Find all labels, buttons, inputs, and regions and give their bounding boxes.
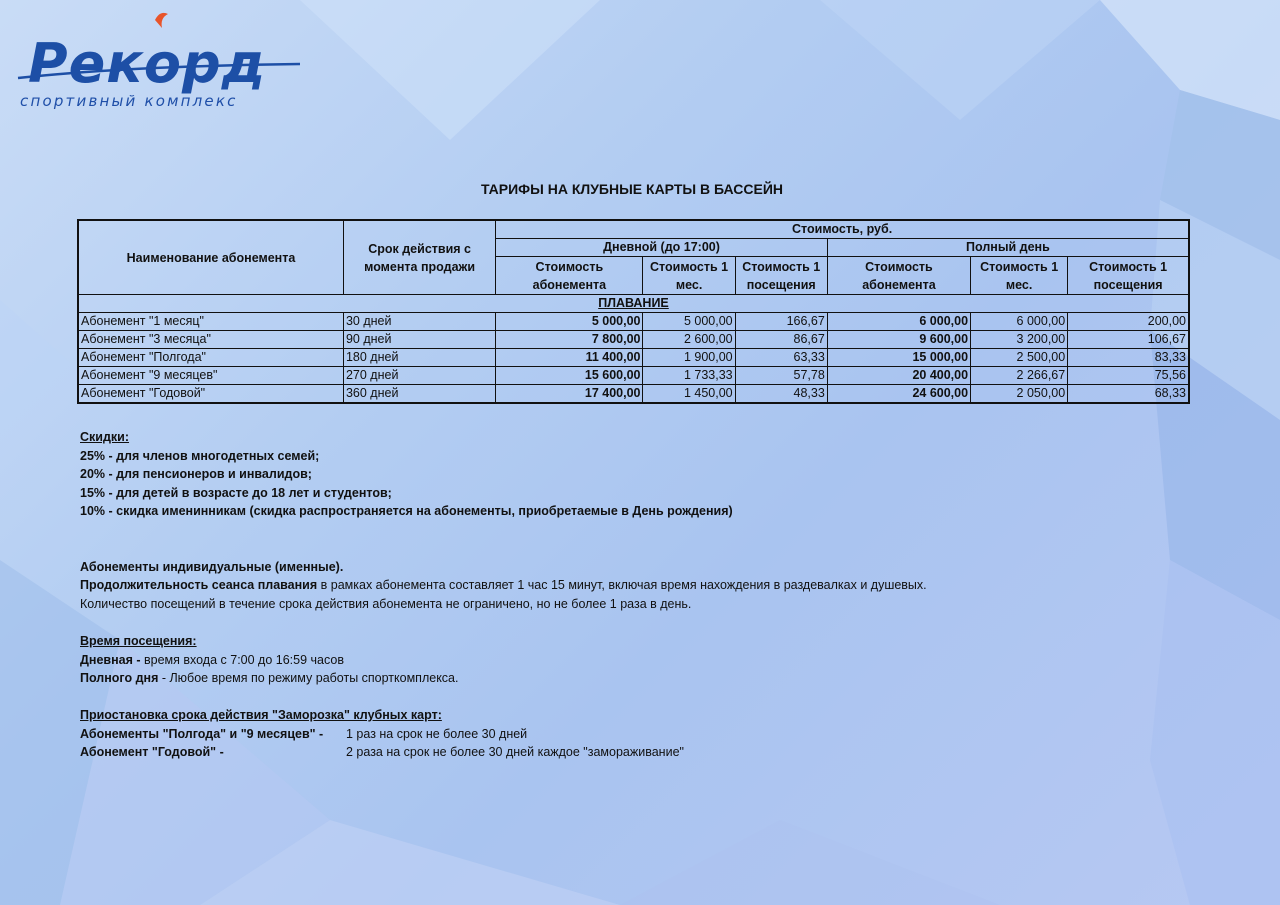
table-row: [78, 331, 1189, 349]
table-row: [78, 367, 1189, 385]
row-full-month: 2 266,67: [971, 367, 1068, 385]
row-full-price: 15 000,00: [827, 349, 970, 367]
freeze-text-2: 2 раза на срок не более 30 дней каждое "замораживание": [346, 745, 684, 759]
table-row: [78, 385, 1189, 404]
header-cost: Стоимость, руб.: [496, 220, 1189, 239]
discount-item: 25% - для членов многодетных семей;: [80, 449, 320, 463]
discount-item: 10% - скидка именинникам (скидка распространяется на абонементы, приобретаемые в День рождения): [80, 504, 733, 518]
visit-time-full-text: - Любое время по режиму работы спорткомплекса.: [158, 671, 459, 685]
logo-wordmark: Рекорд: [28, 32, 267, 95]
row-full-visit: 75,56: [1068, 367, 1189, 385]
row-day-month: 1 900,00: [643, 349, 735, 367]
logo-subtitle: спортивный комплекс: [20, 92, 238, 110]
row-name: Абонемент "Полгода": [78, 349, 343, 367]
freeze-label-1: Абонементы "Полгода" и "9 месяцев" -: [80, 727, 324, 741]
row-full-visit: 106,67: [1068, 331, 1189, 349]
header-full-month: Стоимость 1 мес.: [971, 257, 1068, 295]
row-day-price: 17 400,00: [496, 385, 643, 404]
row-day-visit: 166,67: [735, 313, 827, 331]
row-full-price: 24 600,00: [827, 385, 970, 404]
logo-mark: [10, 8, 310, 98]
row-day-visit: 63,33: [735, 349, 827, 367]
row-term: 90 дней: [343, 331, 495, 349]
row-day-visit: 48,33: [735, 385, 827, 404]
row-term: 180 дней: [343, 349, 495, 367]
row-full-price: 9 600,00: [827, 331, 970, 349]
header-day-month: Стоимость 1 мес.: [643, 257, 735, 295]
row-term: 360 дней: [343, 385, 495, 404]
table-row: [78, 349, 1189, 367]
page-title: ТАРИФЫ НА КЛУБНЫЕ КАРТЫ В БАССЕЙН: [481, 181, 783, 197]
row-term: 270 дней: [343, 367, 495, 385]
row-day-visit: 57,78: [735, 367, 827, 385]
freeze-heading: Приостановка срока действия "Заморозка" клубных карт:: [80, 708, 442, 722]
row-term: 30 дней: [343, 313, 495, 331]
row-full-month: 2 500,00: [971, 349, 1068, 367]
visit-time-full-label: Полного дня: [80, 671, 159, 685]
row-day-price: 5 000,00: [496, 313, 643, 331]
row-day-month: 5 000,00: [643, 313, 735, 331]
row-day-month: 2 600,00: [643, 331, 735, 349]
header-full: Полный день: [827, 239, 1189, 257]
row-day-price: 15 600,00: [496, 367, 643, 385]
row-day-price: 11 400,00: [496, 349, 643, 367]
row-full-month: 3 200,00: [971, 331, 1068, 349]
row-name: Абонемент "1 месяц": [78, 313, 343, 331]
visit-time-day-label: Дневная -: [80, 653, 144, 667]
discount-item: 20% - для пенсионеров и инвалидов;: [80, 467, 312, 481]
personal-note: Абонементы индивидуальные (именные).: [80, 560, 344, 574]
header-name: Наименование абонемента: [78, 220, 343, 295]
row-full-visit: 200,00: [1068, 313, 1189, 331]
duration-note: [80, 578, 927, 592]
freeze-label-2: Абонемент "Годовой" -: [80, 745, 224, 759]
header-day-price: Стоимость абонемента: [496, 257, 643, 295]
row-full-price: 6 000,00: [827, 313, 970, 331]
visits-note: Количество посещений в течение срока действия абонемента не ограничено, но не более 1 раза в день.: [80, 597, 692, 611]
discount-item: 15% - для детей в возрасте до 18 лет и студентов;: [80, 486, 392, 500]
row-full-visit: 83,33: [1068, 349, 1189, 367]
header-full-price: Стоимость абонемента: [827, 257, 970, 295]
row-full-month: 6 000,00: [971, 313, 1068, 331]
duration-label: Продолжительность сеанса плавания: [80, 578, 318, 592]
row-day-month: 1 450,00: [643, 385, 735, 404]
header-day: Дневной (до 17:00): [496, 239, 828, 257]
row-day-month: 1 733,33: [643, 367, 735, 385]
row-name: Абонемент "Годовой": [78, 385, 343, 404]
header-term: Срок действия с момента продажи: [343, 220, 495, 295]
header-day-visit: Стоимость 1 посещения: [735, 257, 827, 295]
header-full-visit: Стоимость 1 посещения: [1068, 257, 1189, 295]
discounts-heading: Скидки:: [80, 430, 130, 444]
visit-time-full: [80, 671, 459, 685]
visit-time-heading: Время посещения:: [80, 634, 197, 648]
tariff-table: [77, 219, 1190, 404]
row-day-price: 7 800,00: [496, 331, 643, 349]
freeze-text-1: 1 раз на срок не более 30 дней: [346, 727, 528, 741]
row-full-month: 2 050,00: [971, 385, 1068, 404]
row-full-visit: 68,33: [1068, 385, 1189, 404]
row-name: Абонемент "3 месяца": [78, 331, 343, 349]
section-swimming: ПЛАВАНИЕ: [78, 295, 1189, 313]
visit-time-day-text: время входа с 7:00 до 16:59 часов: [144, 653, 344, 667]
row-name: Абонемент "9 месяцев": [78, 367, 343, 385]
row-full-price: 20 400,00: [827, 367, 970, 385]
duration-text: в рамках абонемента составляет 1 час 15 минут, включая время нахождения в раздевалках и душевых.: [317, 578, 927, 592]
table-row: [78, 313, 1189, 331]
visit-time-day: [80, 653, 344, 667]
row-day-visit: 86,67: [735, 331, 827, 349]
